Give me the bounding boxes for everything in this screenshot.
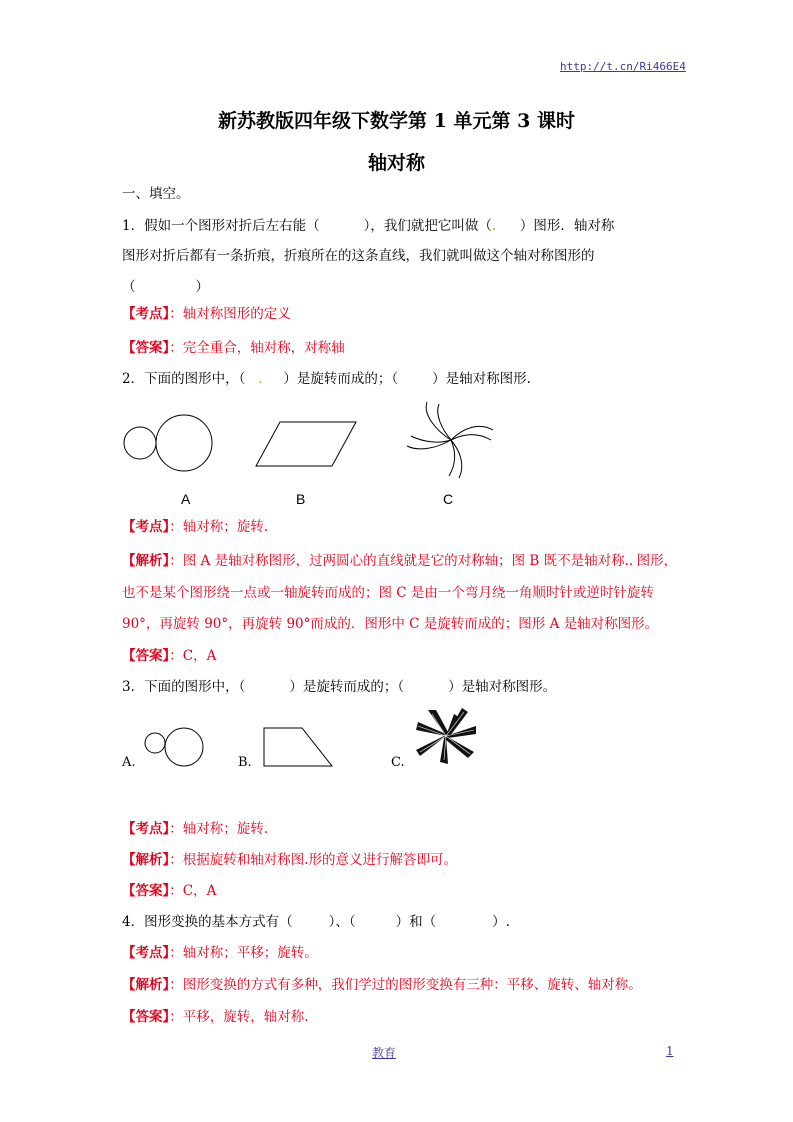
q1-text-a: 1．假如一个图形对折后左右能（: [122, 218, 320, 234]
q1-kaodian: [122, 302, 291, 322]
q1-text-b: ），我们就把它叫做（: [363, 218, 492, 234]
q2-kaodian-label: 【考点】: [122, 519, 170, 535]
q3-figure-b-trapezoid: [260, 726, 340, 770]
q3-question: [122, 675, 556, 695]
q2-kaodian: [122, 515, 268, 535]
header-link[interactable]: http://t.cn/Ri466E4: [560, 60, 686, 73]
q2-text-a: 2．下面的图形中，（: [122, 371, 246, 387]
q1-blank-open: （: [122, 279, 136, 295]
q4-kaodian: [122, 941, 318, 961]
q1-kaodian-text: ：轴对称图形的定义: [169, 306, 291, 322]
q2-answer-label: 【答案】: [122, 648, 170, 664]
q3-kaodian-label: 【考点】: [122, 821, 170, 837]
q3-answer-text: ：C，A: [169, 883, 217, 899]
q2-jiexi-text-1b: 图形，: [636, 553, 678, 569]
q3-answer: [122, 879, 216, 899]
q2-jiexi-text-1: ：图 A 是轴对称图形，过两圆心的直线就是它的对称轴；图 B 既不是轴对称: [169, 553, 625, 569]
q3-kaodian-text: ：轴对称；旋转.: [169, 821, 269, 837]
q4-jiexi-text: ：图形变换的方式有多种，我们学过的图形变换有三种：平移、旋转、轴对称。: [169, 977, 642, 993]
q4-jiexi-label: 【解析】: [122, 977, 170, 993]
q2-label-b: B: [296, 491, 306, 507]
q4-answer-label: 【答案】: [122, 1009, 170, 1025]
q3-label-b: B.: [238, 755, 252, 770]
q3-jiexi-label: 【解析】: [122, 852, 170, 868]
q1-blank-close: ）: [195, 279, 209, 295]
q4-text-c: ）和（: [395, 914, 437, 930]
q4-question: [122, 910, 510, 930]
q1-line2: 图形对折后都有一条折痕，折痕所在的这条直线，我们就叫做这个轴对称图形的: [122, 248, 595, 264]
q1-kaodian-label: 【考点】: [122, 306, 170, 322]
q2-text-b: ）是旋转而成的；（: [283, 371, 399, 387]
q3-jiexi-text: ：根据旋转和轴对称图.形的意义进行解答即可。: [169, 852, 458, 868]
q1-text-c: ）图形．轴对称: [519, 218, 615, 234]
q3-text-b: ）是旋转而成的；（: [289, 679, 405, 695]
q4-jiexi: [122, 973, 642, 993]
q3-text-a: 3．下面的图形中，（: [122, 679, 246, 695]
q2-jiexi-line2: 也不是某个图形绕一点或一轴旋转而成的；图 C 是由一个弯月绕一角顺时针或逆时针旋转: [122, 585, 654, 601]
q2-answer-text: ：C，A: [169, 648, 217, 664]
q4-text-d: ）.: [492, 914, 510, 930]
q4-answer: [122, 1005, 309, 1025]
q3-figure-a-circles: [142, 725, 212, 775]
q2-jiexi-line3: 90°，再旋转 90°，再旋转 90°而成的．图形中 C 是旋转而成的；图形 A 是轴对称图形。: [122, 616, 659, 632]
q1-answer-label: 【答案】: [122, 340, 170, 356]
q2-kaodian-text: ：轴对称；旋转.: [169, 519, 269, 535]
page-subtitle: 轴对称: [367, 152, 425, 174]
q3-jiexi: [122, 848, 457, 868]
q1-answer: [122, 336, 345, 356]
q2-text-c: ）是轴对称图形.: [432, 371, 531, 387]
q1-line1: 1．假如一个图形对折后左右能（ ），我们就把它叫做（. ）图形．轴对称: [122, 218, 615, 234]
q3-label-c: C.: [391, 755, 405, 770]
q2-answer: [122, 644, 216, 664]
q4-answer-text: ：平移，旋转，轴对称.: [169, 1009, 309, 1025]
section-heading: 一、填空。: [122, 186, 190, 202]
q3-label-a: A.: [122, 755, 136, 770]
q2-jiexi-label: 【解析】: [122, 553, 170, 569]
q2-jiexi-line1: 【解析】：图 A 是轴对称图形，过两圆心的直线就是它的对称轴；图 B 既不是轴对称.. 图形，: [122, 553, 678, 569]
q4-text-a: 4．图形变换的基本方式有（: [122, 914, 293, 930]
q2-figure-b-parallelogram: [252, 418, 362, 470]
q2-question: 2．下面的图形中，（ . ）是旋转而成的；（ ）是轴对称图形.: [122, 371, 531, 387]
page-title: 新苏教版四年级下数学第 1 单元第 3 课时: [218, 110, 575, 132]
q4-text-b: ）、（: [328, 914, 356, 930]
page-number: 1: [666, 1044, 674, 1058]
q2-figure-c-rotated-crescents: [405, 400, 497, 480]
q4-kaodian-text: ：轴对称；平移；旋转。: [169, 945, 318, 961]
q3-kaodian: [122, 817, 268, 837]
q3-text-c: ）是轴对称图形。: [448, 679, 557, 695]
q2-label-a: A: [181, 491, 191, 507]
q1-line3: [122, 275, 209, 295]
q4-kaodian-label: 【考点】: [122, 945, 170, 961]
footer-link[interactable]: 教育: [372, 1046, 397, 1060]
q3-figure-c-rotated-shape: [414, 708, 478, 764]
q2-label-c: C: [443, 491, 454, 507]
q1-answer-text: ：完全重合，轴对称，对称轴: [169, 340, 345, 356]
q3-answer-label: 【答案】: [122, 883, 170, 899]
q2-figure-a-circles: [120, 410, 220, 480]
